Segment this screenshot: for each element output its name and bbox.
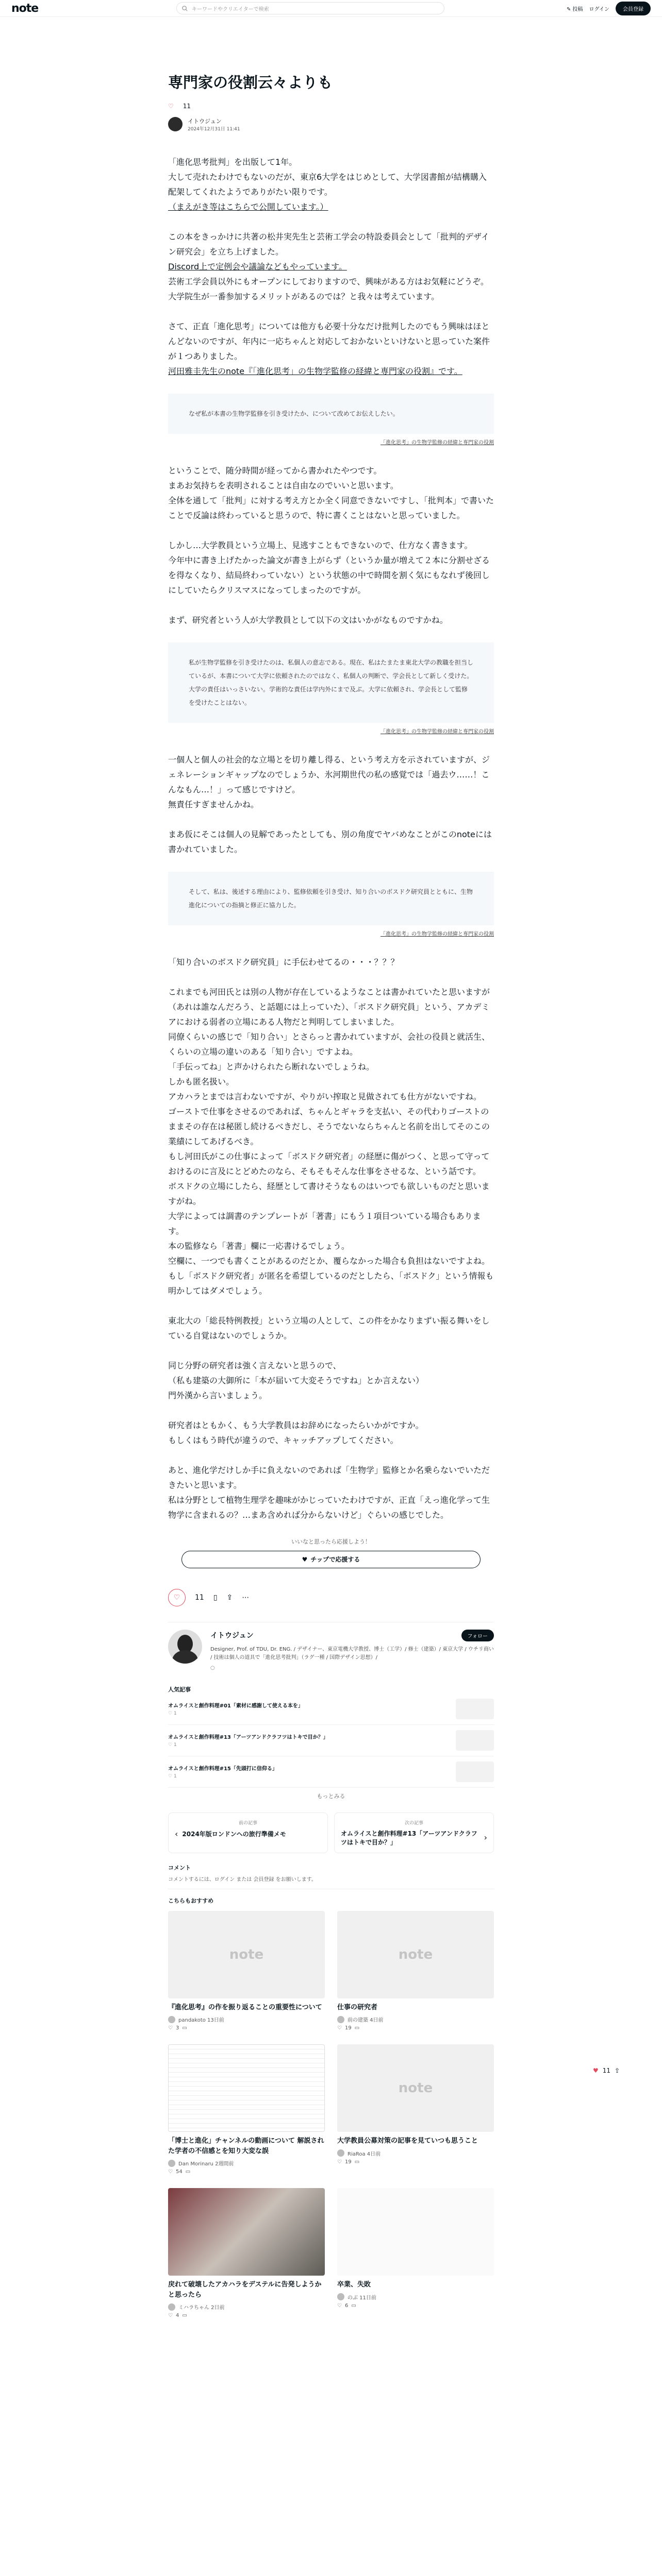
note-logo[interactable]: note <box>11 2 39 15</box>
heart-icon: ♡ <box>337 2025 342 2031</box>
paragraph-line: ということで、随分時間が経ってから書かれたやつです。 <box>168 465 382 476</box>
paragraph-line: 同じ分野の研究者は強く言えないと思うので、 <box>168 1360 341 1370</box>
comment-icon: ▭ <box>182 2025 187 2031</box>
paragraph-line: 本の監修なら「著書」欄に一応書けるでしょう。 <box>168 1241 350 1251</box>
post-date: 2024年12月31日 11:41 <box>188 126 240 132</box>
card-author: ミハラちゃん 2日前 <box>178 2305 225 2311</box>
paragraph-line: しかし…大学教員という立場上、見逃すこともできないので、仕方なく書きます。 <box>168 540 473 550</box>
prev-title: 2024年版ロンドンへの旅行準備メモ <box>182 1830 286 1838</box>
paragraph <box>168 1463 494 1522</box>
card-likes: 6 <box>344 2302 349 2309</box>
post-label: 投稿 <box>572 6 583 12</box>
more-link[interactable]: もっとみる <box>317 1792 345 1800</box>
paragraph-line: 大学によっては調書のテンプレートが「著書」にもう１項目ついている場合もあります。 <box>168 1211 481 1236</box>
chevron-right-icon: › <box>484 1833 487 1843</box>
paragraph-line: 今年中に書き上げたかった論文が書き上がらず（というか量が増えて２本に分割せざるを得なくなり、結局終わっていない）という状態の中で時間を割く気にもなれず後回しにしていたらクリスマスになってしまったのですが。 <box>168 555 490 595</box>
comment-icon: ▭ <box>185 2169 191 2175</box>
follow-button[interactable]: フォロー <box>461 1630 494 1641</box>
next-article[interactable] <box>334 1812 494 1853</box>
paragraph-line: （まえがき等はこちらで公開しています。） <box>168 201 328 212</box>
recommend-card[interactable] <box>168 2188 325 2318</box>
thumbnail <box>168 2044 325 2132</box>
popular-item-title: オムライスと創作料理#13「アーツアンドクラフツはトキで目か？」 <box>168 1735 328 1741</box>
search-input[interactable] <box>176 2 444 14</box>
paragraph-line: さて、正直「進化思考」については他方も必要十分なだけ批判したのでもう興味はほとんどないのですが、年内に一応ちゃんと対応しておかないといけないと思っていた案件が１つありました。 <box>168 321 490 361</box>
comment-icon: ▭ <box>354 2159 360 2165</box>
comment-login-text: コメントするには、ログイン または 会員登録 をお願いします。 <box>168 1876 317 1883</box>
article-title: 専門家の役割云々よりも <box>168 74 333 91</box>
paragraph-line: この本をきっかけに共著の松井実先生と芸術工学会の特設委員会として「批判的デザイン研究会」を立ち上げました。 <box>168 231 489 257</box>
paragraph <box>168 985 494 1298</box>
paragraph-line: 空欄に、一つでも書くことがあるのだとか、覆らなかった場合も負担はないですよね。 <box>168 1256 490 1266</box>
card-likes: 4 <box>175 2313 179 2319</box>
heart-icon: ♡ <box>168 1774 173 1780</box>
tip-icon: ♥ <box>302 1555 308 1563</box>
paragraph-line: 東北大の「総長特例教授」という立場の人として、この件をかなりまずい振る舞いをしている自覚はないのでしょうか。 <box>168 1315 490 1341</box>
next-label: 次の記事 <box>404 1820 423 1826</box>
paragraph <box>168 463 494 523</box>
card-author: Dan Morinaru 2週間前 <box>178 2161 234 2167</box>
paragraph-line: 大学院生が一番参加するメリットがあるのでは？と我々は考えています。 <box>168 291 440 301</box>
paragraph <box>168 1313 494 1343</box>
creator-avatar[interactable] <box>168 1630 202 1664</box>
author-avatar <box>337 2293 344 2300</box>
card-likes: 19 <box>344 2025 352 2031</box>
card-author: 前の建築 4日前 <box>347 2018 384 2024</box>
comment-heading: コメント <box>168 1864 191 1871</box>
global-header <box>0 0 662 17</box>
action-like-count: 11 <box>195 1593 204 1602</box>
heart-icon: ♡ <box>337 2159 342 2165</box>
heart-icon: ♡ <box>168 1742 173 1748</box>
recommend-card[interactable] <box>337 1911 494 2031</box>
popular-item-likes: 1 <box>173 1711 177 1717</box>
popular-item[interactable] <box>168 1756 494 1788</box>
signup-button[interactable]: 会員登録 <box>616 2 651 15</box>
paragraph-line: 私は分野として植物生理学を趣味がかじっていたわけですが、正直「えっ進化学って生物学に含まれるの？…まあ含めれば分からないけど」ぐらいの感じでした。 <box>168 1495 490 1520</box>
card-likes: 19 <box>344 2159 352 2165</box>
creator-name[interactable]: イトウジュン <box>210 1632 254 1640</box>
bookmark-icon[interactable]: ▯ <box>213 1593 218 1602</box>
paragraph-line: アカハラとまでは言わないですが、やりがい搾取と見做されても仕方がないですね。 <box>168 1091 482 1101</box>
card-author: のぶ 11日前 <box>347 2295 376 2301</box>
recommend-card[interactable] <box>337 2188 494 2318</box>
paragraph-line: 「知り合いのボスドク研究員」に手伝わせてるの・・・？？？ <box>168 957 399 967</box>
paragraph-line: 門外漢から言いましょう。 <box>168 1390 268 1400</box>
like-icon[interactable]: ♡ <box>168 102 174 110</box>
paragraph-line: （私も建築の大御所に「本が届いて大変そうですね」とか言えない） <box>168 1375 424 1385</box>
paragraph-line: あと、進化学だけしか手に負えないのであれば「生物学」監修とか名乗らないでいただきたいと思います。 <box>168 1465 490 1490</box>
chevron-left-icon: ‹ <box>175 1828 178 1839</box>
card-title: 『進化思考』の作を振り返ることの重要性について <box>168 2003 322 2011</box>
author-avatar <box>337 2149 344 2157</box>
paragraph <box>168 1358 494 1403</box>
quote-cite-3[interactable]: 「進化思考」の生物学監修の経緯と専門家の役割 <box>380 931 494 937</box>
thumbnail: note <box>337 1911 494 1998</box>
paragraph <box>168 538 494 598</box>
paragraph-line: 「手伝ってね」と声かけられたら断れないでしょうね。 <box>168 1061 375 1072</box>
search-placeholder: キーワードやクリエイターで検索 <box>192 6 269 12</box>
paragraph-line: もし河田氏がこの仕事によって「ボスドク研究者」の経歴に傷がつく、と思って守っておけるのに言及にとどめたのなら、そもそもそんな仕事をさせるな、という話です。 <box>168 1151 490 1176</box>
card-author: RiaRoa 4日前 <box>347 2151 381 2157</box>
prev-article[interactable] <box>168 1812 328 1853</box>
popular-item-thumb <box>456 1699 494 1719</box>
card-title: 戻れて破壊したアカハラをデステルに告発しようかと思ったら <box>168 2281 322 2299</box>
paragraph-line: 芸術工学会員以外にもオープンにしておりますので、興味がある方はお気軽にどうぞ。 <box>168 276 489 286</box>
paragraph <box>168 319 494 379</box>
recommend-card[interactable] <box>168 2044 325 2175</box>
side-like-button[interactable] <box>593 2067 620 2074</box>
thumbnail: note <box>337 2044 494 2132</box>
more-icon[interactable]: ⋯ <box>242 1593 250 1602</box>
search-icon <box>182 6 188 11</box>
card-title: 仕事の研究者 <box>337 2003 378 2011</box>
author-avatar[interactable] <box>168 117 183 131</box>
author-avatar <box>168 2160 175 2167</box>
quote-block-1 <box>168 394 494 434</box>
paragraph-line: もしくはもう時代が違うので、キャッチアップしてください。 <box>168 1435 399 1445</box>
recommend-card[interactable] <box>168 1911 325 2031</box>
paragraph-line: 一個人と個人の社会的な立場とを切り離し得る、という考え方を示されていますが、ジェネレーションギャップなのでしょうか、氷河期世代の私の感覚では「過去ウ……！こんなもん…！」って感じですけど。 <box>168 754 490 794</box>
heart-icon: ♡ <box>168 1711 173 1717</box>
popular-item-thumb <box>456 1761 494 1782</box>
author-name[interactable]: イトウジュン <box>188 117 222 125</box>
quote-block-2 <box>168 642 494 723</box>
prev-label: 前の記事 <box>238 1820 257 1826</box>
paragraph-line: 河田雅圭先生のnote『「進化思考」の生物学監修の経緯と専門家の役割』です。 <box>168 366 462 376</box>
paragraph <box>168 155 494 214</box>
paragraph-line: 全体を通して「批判」に対する考え方とか全く同意できないですし、「批判本」で書いたことで反論は終わっていると思うので、特に書くことはないと思っていました。 <box>168 495 494 520</box>
heart-icon: ♥ <box>593 2067 599 2074</box>
share-icon[interactable]: ⇪ <box>615 2067 620 2074</box>
quote-block-3 <box>168 872 494 925</box>
paragraph-line: 大して売れたわけでもないのだが、東京6大学をはじめとして、大学図書館が結構購入配架してくれたようでありがたい限りです。 <box>168 172 487 197</box>
heart-icon: ♡ <box>337 2302 342 2309</box>
like-count: 11 <box>183 102 191 110</box>
paragraph-line: もし「ボスドク研究者」が匿名を希望しているのだとしたら、「ボスドク」という情報も明かしてはダメでしょう。 <box>168 1270 494 1296</box>
card-title: 大学教員公募対策の記事を見ていつも思うこと <box>337 2137 478 2145</box>
paragraph-line: 「進化思考批判」を出版して1年。 <box>168 157 297 167</box>
popular-section <box>168 1685 494 1800</box>
card-title: 卒業、失敗 <box>337 2281 371 2289</box>
paragraph-line: これまでも河田氏とは別の人物が存在しているようなことは書かれていたと思いますが（あれは誰なんだろう、と話題には上っていた）、「ボスドク研究員」という、アカデミアにおける弱者の立場にある人物だと判明してしまいました。 <box>168 987 490 1027</box>
paragraph <box>168 1418 494 1448</box>
quote-text-3: そして、私は、後述する理由により、監修依頼を引き受け、知り合いのボスドク研究員とともに、生物進化についての指摘と修正に協力した。 <box>189 888 473 909</box>
quote-text-1: なぜ私が本書の生物学監修を引き受けたか、について改めてお伝えしたい。 <box>189 410 399 417</box>
paragraph-line: ボスドクの立場にしたら、経歴として書けそうなものはいつでも欲しいものだと思いますがね。 <box>168 1181 490 1206</box>
article-body-4 <box>168 955 494 1522</box>
author-avatar <box>168 2016 175 2023</box>
thumbnail <box>337 2188 494 2276</box>
paragraph-line: しかも匿名扱い。 <box>168 1076 235 1087</box>
paragraph-line: まあ仮にそこは個人の見解であったとしても、別の角度でヤバめなことがこのnoteには書かれていました。 <box>168 829 492 854</box>
article <box>168 72 494 2318</box>
author-avatar <box>337 2016 344 2023</box>
paragraph-line: 同僚くらいの感じで「知り合い」とさらっと書かれていますが、会社の役員と就活生、くらいの立場の違いのある「知り合い」ですよね。 <box>168 1031 490 1057</box>
paragraph <box>168 752 494 812</box>
creator-bio: Designer, Prof. of TDU, Dr. ENG. / デザイナー、東京電機大学教授、博士（工学）/ 修士（建築）/ 東京大学 / ウチリ商い / 技術は個人の道具で「進化思考批判」（ラグ一種 / 国際デザイン思想）/ <box>210 1646 494 1660</box>
heart-icon: ♡ <box>168 2169 173 2175</box>
popular-item[interactable] <box>168 1725 494 1756</box>
paragraph <box>168 955 494 970</box>
heart-icon: ♡ <box>168 2313 173 2319</box>
support-prompt: いいなと思ったら応援しよう！ <box>291 1538 371 1545</box>
paragraph-line: Discord上で定例会や議論などもやっています。 <box>168 261 347 272</box>
popular-item-likes: 1 <box>173 1742 177 1748</box>
paragraph-line: ゴーストで仕事をさせるのであれば、ちゃんとギャラを支払い、その代わりゴーストのままその存在は秘匿し続けるべきだし、そうでないならちゃんと名前を出してそのこの業績にしてあげるべき。 <box>168 1106 490 1146</box>
recommend-card[interactable] <box>337 2044 494 2175</box>
quote-text-2: 私が生物学監修を引き受けたのは、私個人の意志である。現在、私はたまたま東北大学の教職を担当しているが、本書について大学に依頼されたのではなく、私個人の判断で、学会長として新しく受けた。大学の責任はいっさいない。学術的な責任は学内外にまで及ぶ。大学に依頼され、学会長として監修を受けたことはない。 <box>189 658 474 706</box>
comment-section <box>168 1863 494 1889</box>
post-button[interactable]: ✎ 投稿 <box>566 6 583 12</box>
tip-button[interactable] <box>181 1551 481 1568</box>
popular-item[interactable] <box>168 1693 494 1725</box>
article-body-2 <box>168 463 494 628</box>
paragraph-line: まず、研究者という人が大学教員として以下の文はいかがなものですかね。 <box>168 615 448 625</box>
popular-item-thumb <box>456 1730 494 1751</box>
quote-cite-2[interactable]: 「進化思考」の生物学監修の経緯と専門家の役割 <box>380 728 494 735</box>
article-body-1 <box>168 155 494 379</box>
card-author: pandakoto 13日前 <box>178 2018 224 2024</box>
recommend-heading: こちらもおすすめ <box>168 1897 214 1904</box>
tip-label: チップで応援する <box>310 1556 360 1564</box>
paragraph-line: 無責任すぎませんかね。 <box>168 799 259 809</box>
rss-icon[interactable]: ◌ <box>210 1665 215 1671</box>
card-likes: 54 <box>175 2169 183 2175</box>
side-like-count: 11 <box>602 2067 611 2074</box>
like-icon[interactable]: ♡ <box>168 1589 186 1606</box>
action-bar <box>168 1589 494 1606</box>
paragraph <box>168 613 494 628</box>
comment-icon: ▭ <box>354 2025 360 2031</box>
author-line <box>168 117 494 132</box>
thumbnail <box>168 2188 325 2276</box>
comment-icon: ▭ <box>182 2313 187 2319</box>
popular-item-title: オムライスと創作料理#01「素材に感謝して使える本を」 <box>168 1703 303 1709</box>
next-title: オムライスと創作料理#13「アーツアンドクラフツはトキで目か？」 <box>341 1829 477 1846</box>
share-icon[interactable]: ⇪ <box>226 1593 233 1602</box>
login-link[interactable]: ログイン <box>589 6 609 12</box>
quote-cite-1[interactable]: 「進化思考」の生物学監修の経緯と専門家の役割 <box>380 439 494 446</box>
paragraph <box>168 827 494 857</box>
paragraph-line: 研究者はともかく、もう大学教員はお辞めになったらいかがですか。 <box>168 1420 424 1430</box>
comment-icon: ▭ <box>351 2302 356 2309</box>
popular-heading: 人気記事 <box>168 1686 191 1693</box>
popular-item-likes: 1 <box>173 1774 177 1780</box>
creator-card <box>168 1622 494 1678</box>
card-title: 「博士と進化」チャンネルの動画について 解説された学者の不信感とを知り大変な誤 <box>168 2137 324 2155</box>
pager <box>168 1812 494 1853</box>
paragraph-line: まあお気持ちを表明されることは自由なのでいいと思います。 <box>168 480 399 490</box>
author-avatar <box>168 2303 175 2311</box>
card-likes: 3 <box>175 2025 179 2031</box>
thumbnail: note <box>168 1911 325 1998</box>
paragraph <box>168 229 494 304</box>
heart-icon: ♡ <box>168 2025 173 2031</box>
article-body-3 <box>168 752 494 857</box>
recommend-section <box>168 1896 494 2319</box>
popular-item-title: オムライスと創作料理#15「先頭打に信仰る」 <box>168 1766 277 1772</box>
